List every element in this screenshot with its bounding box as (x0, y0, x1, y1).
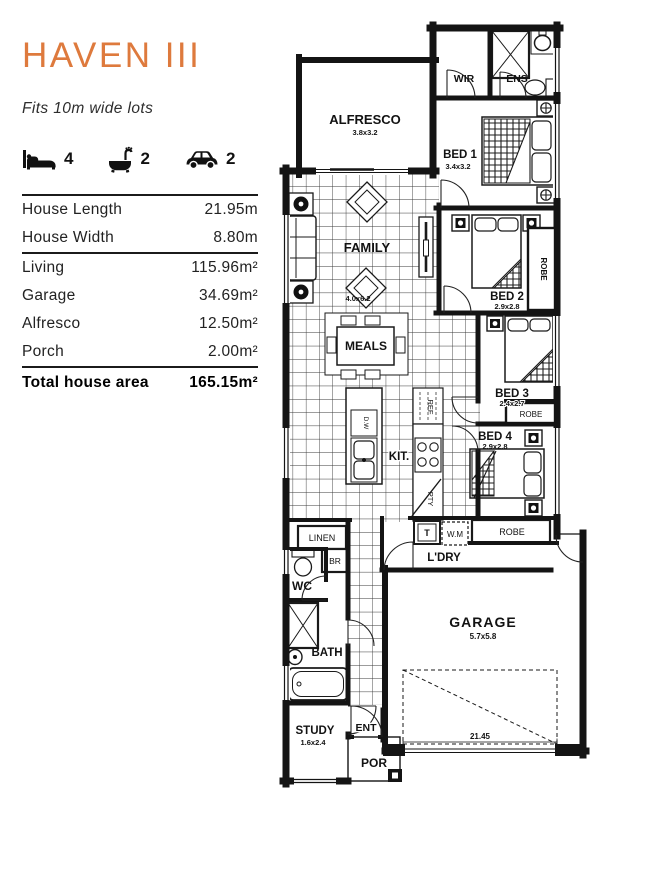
baths-count: 2 (140, 149, 150, 168)
bed2-dim: 2.9x2.8 (494, 302, 520, 311)
dw-label: D.W (362, 416, 369, 430)
page-title: HAVEN III (22, 36, 202, 75)
robe2-label: ROBE (539, 257, 548, 281)
wet-area-fixtures (288, 526, 348, 700)
wir-label: WIR (453, 73, 475, 85)
bed2-label: BED 2 (490, 291, 524, 303)
family-dim: 4.0x6.2 (345, 294, 371, 303)
bed3-label: BED 3 (495, 388, 529, 400)
study-label: STUDY (295, 725, 335, 737)
bed4-dim: 2.9x2.8 (482, 442, 508, 451)
pty-label: PTY (426, 491, 435, 507)
beds-count: 4 (64, 149, 74, 168)
cars-count: 2 (225, 149, 236, 168)
spec-value: 21.95m (204, 201, 258, 218)
wm-label: W.M (447, 530, 463, 539)
spec-label: House Length (22, 201, 123, 218)
bed4-label: BED 4 (478, 431, 512, 443)
spec-label: House Width (22, 229, 115, 246)
bed1-dim: 3.4x3.2 (445, 162, 471, 171)
spec-value: 2.00m² (207, 343, 258, 360)
family-label: FAMILY (343, 240, 391, 255)
spec-label: Total house area (22, 374, 149, 391)
bed3-furniture (487, 316, 553, 382)
garage-dim: 5.7x5.8 (469, 632, 497, 641)
spec-value: 165.15m² (189, 374, 258, 391)
spec-label: Alfresco (22, 315, 81, 332)
wc-label: WC (292, 579, 312, 593)
meals-label: MEALS (345, 339, 387, 353)
ensuite-fixtures (492, 31, 556, 96)
bed1-furniture (482, 100, 555, 203)
kit-label: KIT. (388, 451, 410, 463)
garage-label: GARAGE (449, 614, 517, 630)
br-label: BR (329, 556, 341, 566)
study-dim: 1.6x2.4 (300, 738, 326, 747)
spec-label: Living (22, 259, 65, 276)
spec-value: 12.50m² (199, 315, 258, 332)
robe3-label: ROBE (519, 410, 543, 419)
bath-label: BATH (311, 647, 343, 659)
ref-label: REF (426, 399, 435, 415)
ent-label: ENT (355, 722, 377, 734)
bed3-dim: 2.4x2.7 (499, 399, 525, 408)
spec-value: 115.96m² (191, 259, 258, 276)
robe4-label: ROBE (499, 527, 525, 537)
spec-label: Porch (22, 343, 64, 360)
spec-value: 8.80m (213, 229, 258, 246)
spec-value: 34.69m² (199, 287, 258, 304)
bed2-furniture (452, 215, 540, 288)
alfresco-label: ALFRESCO (329, 112, 401, 127)
spec-label: Garage (22, 287, 76, 304)
subtitle: Fits 10m wide lots (22, 100, 154, 117)
trough-label: T (424, 528, 430, 538)
alfresco-dim: 3.8x3.2 (352, 128, 378, 137)
garage-door-dim: 21.45 (469, 732, 491, 741)
ldry-label: L'DRY (427, 552, 461, 564)
por-label: POR (360, 756, 388, 770)
bed1-label: BED 1 (443, 149, 477, 161)
linen-label: LINEN (308, 533, 336, 543)
ens-label: ENS (506, 73, 528, 85)
